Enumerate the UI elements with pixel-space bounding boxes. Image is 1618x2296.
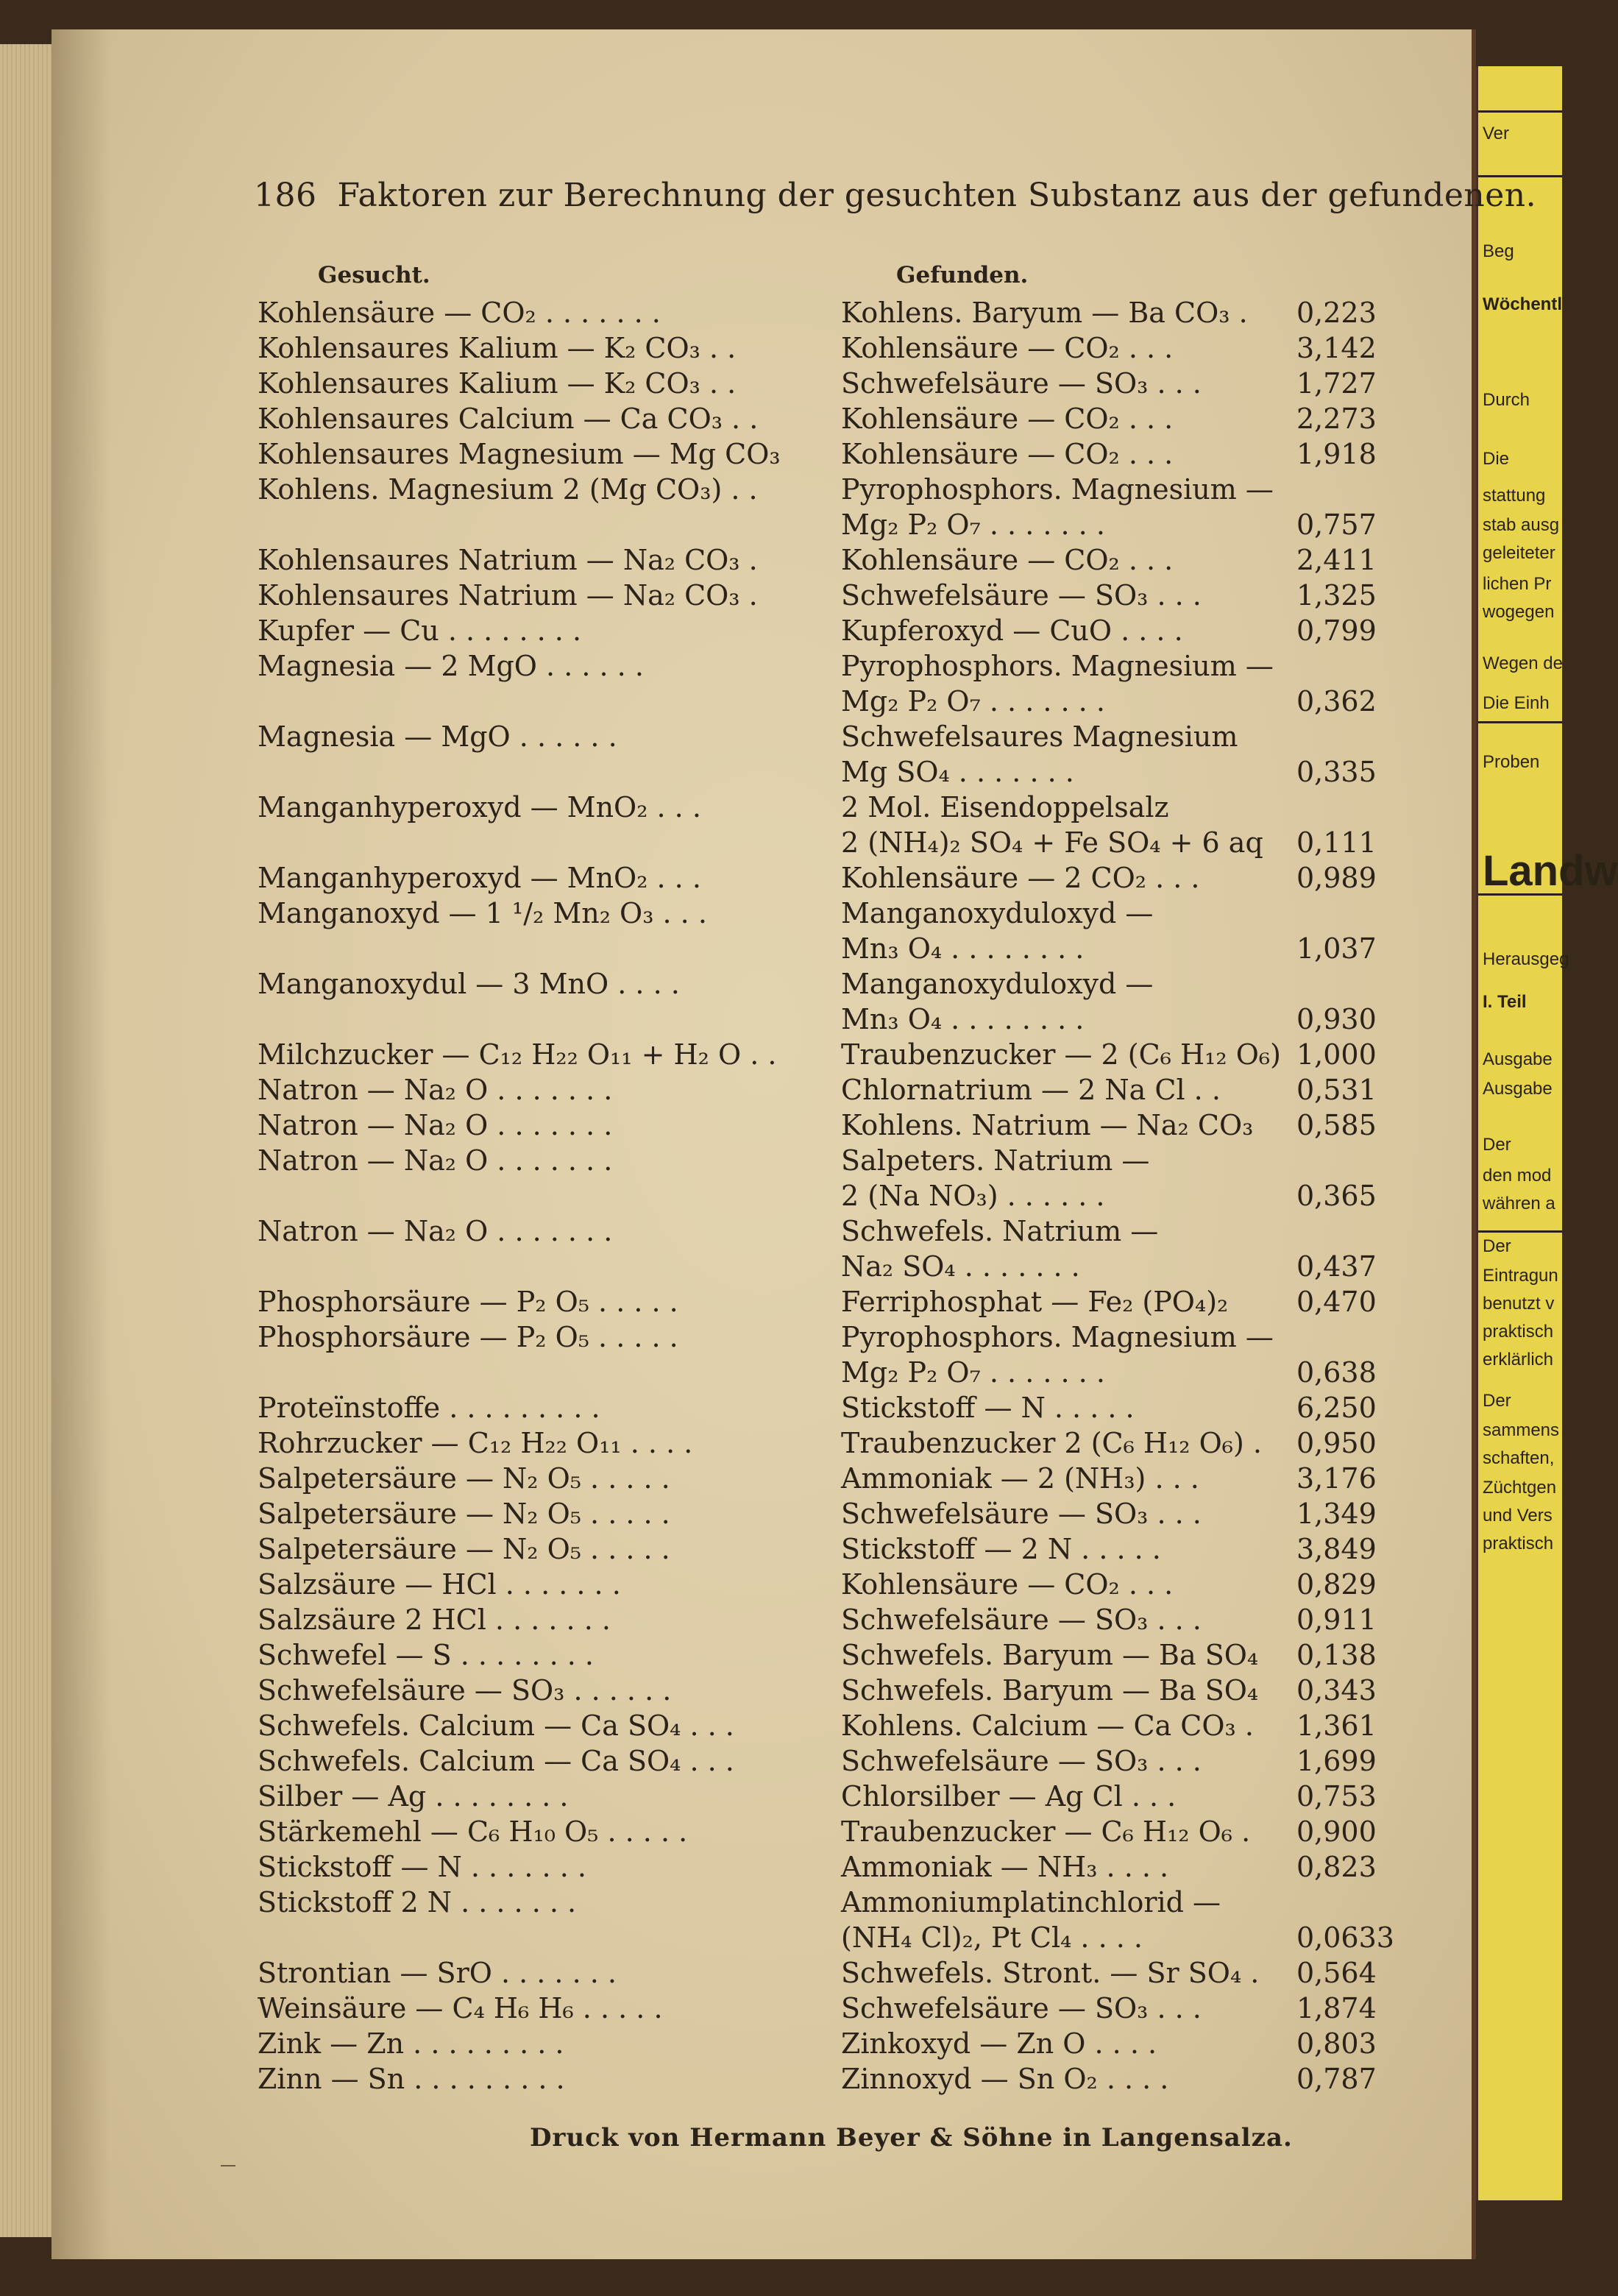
cell-gefunden: Schwefels. Stront. — Sr SO₄ .: [841, 1957, 1260, 1989]
next-page-fragment: Proben: [1483, 752, 1540, 772]
next-page-fragment: Der: [1483, 1135, 1511, 1155]
table-row: [0, 437, 1472, 471]
cell-gefunden: Schwefelsäure — SO₃ . . .: [841, 1992, 1202, 2024]
cell-gesucht: Manganoxyd — 1 ¹/₂ Mn₂ O₃ . . .: [258, 897, 707, 929]
next-page-fragment: wogegen: [1483, 602, 1555, 622]
cell-factor: 0,787: [1296, 2063, 1377, 2095]
cell-factor: 0,930: [1296, 1003, 1377, 1035]
cell-gesucht: Natron — Na₂ O . . . . . . .: [258, 1109, 613, 1141]
printer-imprint: Druck von Hermann Beyer & Söhne in Langensalza.: [530, 2123, 1293, 2152]
cell-factor: 0,900: [1296, 1815, 1377, 1848]
cell-gesucht: Kohlensaures Kalium — K₂ CO₃ . .: [258, 367, 737, 400]
table-row: [0, 684, 1472, 718]
table-row: [0, 1250, 1472, 1283]
cell-factor: 0,799: [1296, 614, 1377, 647]
cell-factor: 0,362: [1296, 685, 1377, 718]
cell-gefunden: Mg₂ P₂ O₇ . . . . . . .: [841, 1356, 1105, 1389]
table-row: [0, 1779, 1472, 1813]
table-row: [0, 1073, 1472, 1107]
cell-gesucht: Salpetersäure — N₂ O₅ . . . . .: [258, 1462, 670, 1495]
table-row: [0, 1179, 1472, 1213]
cell-gesucht: Magnesia — 2 MgO . . . . . .: [258, 650, 644, 682]
cell-gefunden: Ammoniak — 2 (NH₃) . . .: [841, 1462, 1199, 1495]
next-page-fragment: Beg: [1483, 241, 1514, 261]
column-header-gefunden: Gefunden.: [896, 262, 1029, 288]
table-row: [0, 543, 1472, 577]
cell-gefunden: Chlorsilber — Ag Cl . . .: [841, 1780, 1177, 1813]
next-page-fragment: währen a: [1483, 1194, 1555, 1213]
table-row: [0, 1603, 1472, 1637]
cell-gesucht: Weinsäure — C₄ H₆ H₆ . . . . .: [258, 1992, 663, 2024]
cell-factor: 2,411: [1296, 544, 1377, 576]
cell-factor: 3,176: [1296, 1462, 1377, 1495]
cell-gefunden: Kohlensäure — CO₂ . . .: [841, 332, 1174, 364]
cell-gefunden: Mg₂ P₂ O₇ . . . . . . .: [841, 509, 1105, 541]
next-page-fragment: Züchtgen: [1483, 1478, 1557, 1498]
cell-gefunden: Mn₃ O₄ . . . . . . . .: [841, 932, 1085, 965]
table-row: [0, 1285, 1472, 1319]
cell-gesucht: Stickstoff 2 N . . . . . . .: [258, 1886, 577, 1918]
cell-gesucht: Rohrzucker — C₁₂ H₂₂ O₁₁ . . . .: [258, 1427, 693, 1459]
footer-mark: [221, 2165, 235, 2166]
next-page-fragment: den mod: [1483, 1166, 1552, 1186]
cell-gesucht: Kohlensaures Natrium — Na₂ CO₃ .: [258, 544, 758, 576]
next-page-fragment: Herausgeg: [1483, 949, 1569, 969]
cell-factor: 1,325: [1296, 579, 1377, 612]
cell-gesucht: Kohlens. Magnesium 2 (Mg CO₃) . .: [258, 473, 758, 506]
cell-gefunden: Schwefelsäure — SO₃ . . .: [841, 579, 1202, 612]
table-row: [0, 366, 1472, 400]
cell-factor: 1,037: [1296, 932, 1377, 965]
table-row: [0, 578, 1472, 612]
cell-gefunden: Kohlensäure — CO₂ . . .: [841, 438, 1174, 470]
cell-gefunden: Stickstoff — N . . . . .: [841, 1392, 1135, 1424]
cell-factor: 2,273: [1296, 403, 1377, 435]
cell-factor: 0,829: [1296, 1568, 1377, 1601]
table-row: [0, 1673, 1472, 1707]
next-page-fragment: Ver: [1483, 124, 1510, 144]
column-header-gesucht: Gesucht.: [318, 262, 430, 288]
cell-gefunden: Schwefelsaures Magnesium: [841, 720, 1238, 753]
cell-gefunden: Schwefels. Natrium —: [841, 1215, 1159, 1247]
cell-gesucht: Salpetersäure — N₂ O₅ . . . . .: [258, 1533, 670, 1565]
cell-gefunden: Pyrophosphors. Magnesium —: [841, 473, 1274, 506]
cell-gefunden: Ferriphosphat — Fe₂ (PO₄)₂: [841, 1286, 1229, 1318]
table-row: [0, 1638, 1472, 1672]
cell-gefunden: (NH₄ Cl)₂, Pt Cl₄ . . . .: [841, 1921, 1143, 1954]
table-row: [0, 1991, 1472, 2025]
cell-gesucht: Schwefel — S . . . . . . . .: [258, 1639, 594, 1671]
cell-factor: 1,000: [1296, 1038, 1377, 1071]
cell-gefunden: Kohlensäure — CO₂ . . .: [841, 403, 1174, 435]
cell-gesucht: Zinn — Sn . . . . . . . . .: [258, 2063, 565, 2095]
cell-gefunden: Kohlens. Natrium — Na₂ CO₃: [841, 1109, 1254, 1141]
table-row: [0, 2027, 1472, 2061]
cell-gefunden: Manganoxyduloxyd —: [841, 897, 1154, 929]
cell-gesucht: Manganoxydul — 3 MnO . . . .: [258, 968, 680, 1000]
cell-gesucht: Stickstoff — N . . . . . . .: [258, 1851, 586, 1883]
next-page-fragment: Landw: [1483, 847, 1618, 895]
cell-gefunden: 2 (Na NO₃) . . . . . .: [841, 1180, 1105, 1212]
next-page-fragment: Ausgabe: [1483, 1049, 1553, 1069]
cell-gefunden: Na₂ SO₄ . . . . . . .: [841, 1250, 1080, 1283]
table-row: [0, 1002, 1472, 1036]
cell-factor: 0,365: [1296, 1180, 1377, 1212]
page-title: Faktoren zur Berechnung der gesuchten Substanz aus der gefundenen.: [337, 177, 1537, 214]
cell-factor: 3,142: [1296, 332, 1377, 364]
table-row: [0, 932, 1472, 965]
table-row: [0, 1426, 1472, 1460]
next-page-rule: [1478, 1230, 1562, 1233]
next-page-rule: [1478, 110, 1562, 113]
cell-gefunden: Kohlensäure — CO₂ . . .: [841, 544, 1174, 576]
next-page-fragment: Ausgabe: [1483, 1079, 1553, 1099]
cell-gesucht: Phosphorsäure — P₂ O₅ . . . . .: [258, 1286, 678, 1318]
next-page-fragment: Die: [1483, 449, 1510, 469]
cell-gefunden: Zinkoxyd — Zn O . . . .: [841, 2027, 1157, 2060]
table-row: [0, 2062, 1472, 2096]
cell-factor: 1,918: [1296, 438, 1377, 470]
cell-factor: 0,335: [1296, 756, 1377, 788]
table-row: [0, 1391, 1472, 1425]
cell-gefunden: Traubenzucker — C₆ H₁₂ O₆ .: [841, 1815, 1251, 1848]
cell-factor: 0,111: [1296, 826, 1377, 859]
table-row: [0, 1709, 1472, 1743]
cell-gesucht: Salpetersäure — N₂ O₅ . . . . .: [258, 1498, 670, 1530]
cell-factor: 1,349: [1296, 1498, 1377, 1530]
next-page-strip: [1476, 66, 1618, 2200]
cell-gesucht: Schwefels. Calcium — Ca SO₄ . . .: [258, 1745, 734, 1777]
cell-factor: 0,753: [1296, 1780, 1377, 1813]
cell-gefunden: Chlornatrium — 2 Na Cl . .: [841, 1074, 1221, 1106]
cell-gesucht: Kohlensaures Natrium — Na₂ CO₃ .: [258, 579, 758, 612]
cell-gefunden: Mg₂ P₂ O₇ . . . . . . .: [841, 685, 1105, 718]
cell-gesucht: Kohlensaures Calcium — Ca CO₃ . .: [258, 403, 759, 435]
cell-gefunden: Traubenzucker 2 (C₆ H₁₂ O₆) .: [841, 1427, 1262, 1459]
cell-gefunden: Kohlensäure — 2 CO₂ . . .: [841, 862, 1200, 894]
cell-gefunden: Zinnoxyd — Sn O₂ . . . .: [841, 2063, 1169, 2095]
cell-gefunden: 2 Mol. Eisendoppelsalz: [841, 791, 1169, 823]
cell-gesucht: Milchzucker — C₁₂ H₂₂ O₁₁ + H₂ O . .: [258, 1038, 777, 1071]
next-page-fragment: Wöchentl: [1483, 294, 1562, 314]
cell-factor: 0,911: [1296, 1604, 1377, 1636]
cell-factor: 1,361: [1296, 1709, 1377, 1742]
table-row: [0, 296, 1472, 330]
cell-factor: 0,470: [1296, 1286, 1377, 1318]
cell-gefunden: 2 (NH₄)₂ SO₄ + Fe SO₄ + 6 aq: [841, 826, 1263, 859]
cell-factor: 0,0633: [1296, 1921, 1394, 1954]
table-row: [0, 896, 1472, 930]
cell-factor: 0,638: [1296, 1356, 1377, 1389]
cell-factor: 0,564: [1296, 1957, 1377, 1989]
table-row: [0, 649, 1472, 683]
cell-gesucht: Phosphorsäure — P₂ O₅ . . . . .: [258, 1321, 678, 1353]
table-row: [0, 720, 1472, 754]
cell-factor: 3,849: [1296, 1533, 1377, 1565]
cell-gefunden: Kohlens. Baryum — Ba CO₃ .: [841, 297, 1248, 329]
cell-gefunden: Salpeters. Natrium —: [841, 1144, 1150, 1177]
cell-factor: 1,699: [1296, 1745, 1377, 1777]
cell-gefunden: Traubenzucker — 2 (C₆ H₁₂ O₆): [841, 1038, 1281, 1071]
cell-gesucht: Kohlensaures Magnesium — Mg CO₃: [258, 438, 781, 470]
table-row: [0, 508, 1472, 542]
table-row: [0, 755, 1472, 789]
cell-gefunden: Schwefels. Baryum — Ba SO₄: [841, 1674, 1259, 1707]
cell-gesucht: Proteïnstoffe . . . . . . . . .: [258, 1392, 600, 1424]
table-row: [0, 402, 1472, 436]
cell-gefunden: Schwefelsäure — SO₃ . . .: [841, 1745, 1202, 1777]
cell-factor: 0,343: [1296, 1674, 1377, 1707]
next-page-fragment: Eintragun: [1483, 1266, 1558, 1286]
cell-gefunden: Kohlensäure — CO₂ . . .: [841, 1568, 1174, 1601]
cell-factor: 0,989: [1296, 862, 1377, 894]
cell-factor: 1,727: [1296, 367, 1377, 400]
cell-factor: 0,437: [1296, 1250, 1377, 1283]
next-page-fragment: I. Teil: [1483, 992, 1527, 1012]
next-page-fragment: lichen Pr: [1483, 574, 1552, 594]
cell-factor: 0,757: [1296, 509, 1377, 541]
table-row: [0, 614, 1472, 648]
next-page-fragment: stab ausg: [1483, 515, 1560, 535]
cell-gefunden: Schwefels. Baryum — Ba SO₄: [841, 1639, 1259, 1671]
cell-gesucht: Stärkemehl — C₆ H₁₀ O₅ . . . . .: [258, 1815, 688, 1848]
next-page-fragment: praktisch: [1483, 1322, 1554, 1342]
next-page-fragment: stattung: [1483, 486, 1546, 506]
cell-gesucht: Manganhyperoxyd — MnO₂ . . .: [258, 862, 701, 894]
table-row: [0, 1320, 1472, 1354]
next-page-fragment: Der: [1483, 1236, 1511, 1256]
cell-gefunden: Kupferoxyd — CuO . . . .: [841, 614, 1183, 647]
table-row: [0, 1567, 1472, 1601]
cell-factor: 0,950: [1296, 1427, 1377, 1459]
table-row: [0, 1956, 1472, 1990]
cell-gefunden: Stickstoff — 2 N . . . . .: [841, 1533, 1161, 1565]
cell-gefunden: Pyrophosphors. Magnesium —: [841, 1321, 1274, 1353]
cell-gefunden: Mg SO₄ . . . . . . .: [841, 756, 1074, 788]
table-row: [0, 1532, 1472, 1566]
cell-factor: 6,250: [1296, 1392, 1377, 1424]
table-row: [0, 1038, 1472, 1071]
cell-gesucht: Silber — Ag . . . . . . . .: [258, 1780, 569, 1813]
next-page-fragment: sammens: [1483, 1420, 1560, 1440]
table-row: [0, 1108, 1472, 1142]
table-row: [0, 1815, 1472, 1849]
table-row: [0, 1461, 1472, 1495]
table-row: [0, 861, 1472, 895]
page-number: 186: [254, 177, 317, 214]
cell-gesucht: Salzsäure — HCl . . . . . . .: [258, 1568, 621, 1601]
next-page-fragment: erklärlich: [1483, 1350, 1554, 1370]
next-page-fragment: schaften,: [1483, 1448, 1555, 1468]
cell-gefunden: Kohlens. Calcium — Ca CO₃ .: [841, 1709, 1254, 1742]
cell-factor: 0,138: [1296, 1639, 1377, 1671]
cell-gesucht: Schwefelsäure — SO₃ . . . . . .: [258, 1674, 672, 1707]
cell-gesucht: Kupfer — Cu . . . . . . . .: [258, 614, 582, 647]
table-row: [0, 826, 1472, 860]
cell-gesucht: Kohlensäure — CO₂ . . . . . . .: [258, 297, 661, 329]
next-page-fragment: Der: [1483, 1391, 1511, 1411]
cell-gefunden: Pyrophosphors. Magnesium —: [841, 650, 1274, 682]
next-page-fragment: Die Einh: [1483, 693, 1550, 713]
cell-gefunden: Schwefelsäure — SO₃ . . .: [841, 367, 1202, 400]
table-row: [0, 1214, 1472, 1248]
cell-gesucht: Magnesia — MgO . . . . . .: [258, 720, 617, 753]
next-page-fragment: Durch: [1483, 390, 1530, 410]
cell-factor: 0,223: [1296, 297, 1377, 329]
cell-gefunden: Mn₃ O₄ . . . . . . . .: [841, 1003, 1085, 1035]
cell-gesucht: Schwefels. Calcium — Ca SO₄ . . .: [258, 1709, 734, 1742]
cell-factor: 0,531: [1296, 1074, 1377, 1106]
cell-gesucht: Natron — Na₂ O . . . . . . .: [258, 1215, 613, 1247]
cell-factor: 0,823: [1296, 1851, 1377, 1883]
next-page-fragment: und Vers: [1483, 1506, 1553, 1526]
table-row: [0, 331, 1472, 365]
table-row: [0, 967, 1472, 1001]
cell-gefunden: Ammoniak — NH₃ . . . .: [841, 1851, 1169, 1883]
cell-factor: 0,585: [1296, 1109, 1377, 1141]
next-page-fragment: Wegen de: [1483, 653, 1563, 673]
next-page-rule: [1478, 721, 1562, 723]
cell-factor: 1,874: [1296, 1992, 1377, 2024]
table-row: [0, 1885, 1472, 1919]
table-row: [0, 1850, 1472, 1884]
next-page-fragment: geleiteter: [1483, 543, 1555, 563]
cell-factor: 0,803: [1296, 2027, 1377, 2060]
cell-gesucht: Natron — Na₂ O . . . . . . .: [258, 1074, 613, 1106]
table-row: [0, 1497, 1472, 1531]
table-row: [0, 1921, 1472, 1955]
cell-gefunden: Ammoniumplatinchlorid —: [841, 1886, 1221, 1918]
cell-gefunden: Manganoxyduloxyd —: [841, 968, 1154, 1000]
cell-gesucht: Manganhyperoxyd — MnO₂ . . .: [258, 791, 701, 823]
cell-gesucht: Salzsäure 2 HCl . . . . . . .: [258, 1604, 611, 1636]
next-page-fragment: benutzt v: [1483, 1294, 1555, 1314]
cell-gefunden: Schwefelsäure — SO₃ . . .: [841, 1604, 1202, 1636]
table-row: [0, 472, 1472, 506]
cell-gesucht: Zink — Zn . . . . . . . . .: [258, 2027, 564, 2060]
cell-gefunden: Schwefelsäure — SO₃ . . .: [841, 1498, 1202, 1530]
table-row: [0, 1356, 1472, 1389]
table-row: [0, 790, 1472, 824]
table-row: [0, 1744, 1472, 1778]
cell-gesucht: Strontian — SrO . . . . . . .: [258, 1957, 617, 1989]
next-page-fragment: praktisch: [1483, 1534, 1554, 1553]
cell-gesucht: Natron — Na₂ O . . . . . . .: [258, 1144, 613, 1177]
cell-gesucht: Kohlensaures Kalium — K₂ CO₃ . .: [258, 332, 737, 364]
table-row: [0, 1144, 1472, 1177]
